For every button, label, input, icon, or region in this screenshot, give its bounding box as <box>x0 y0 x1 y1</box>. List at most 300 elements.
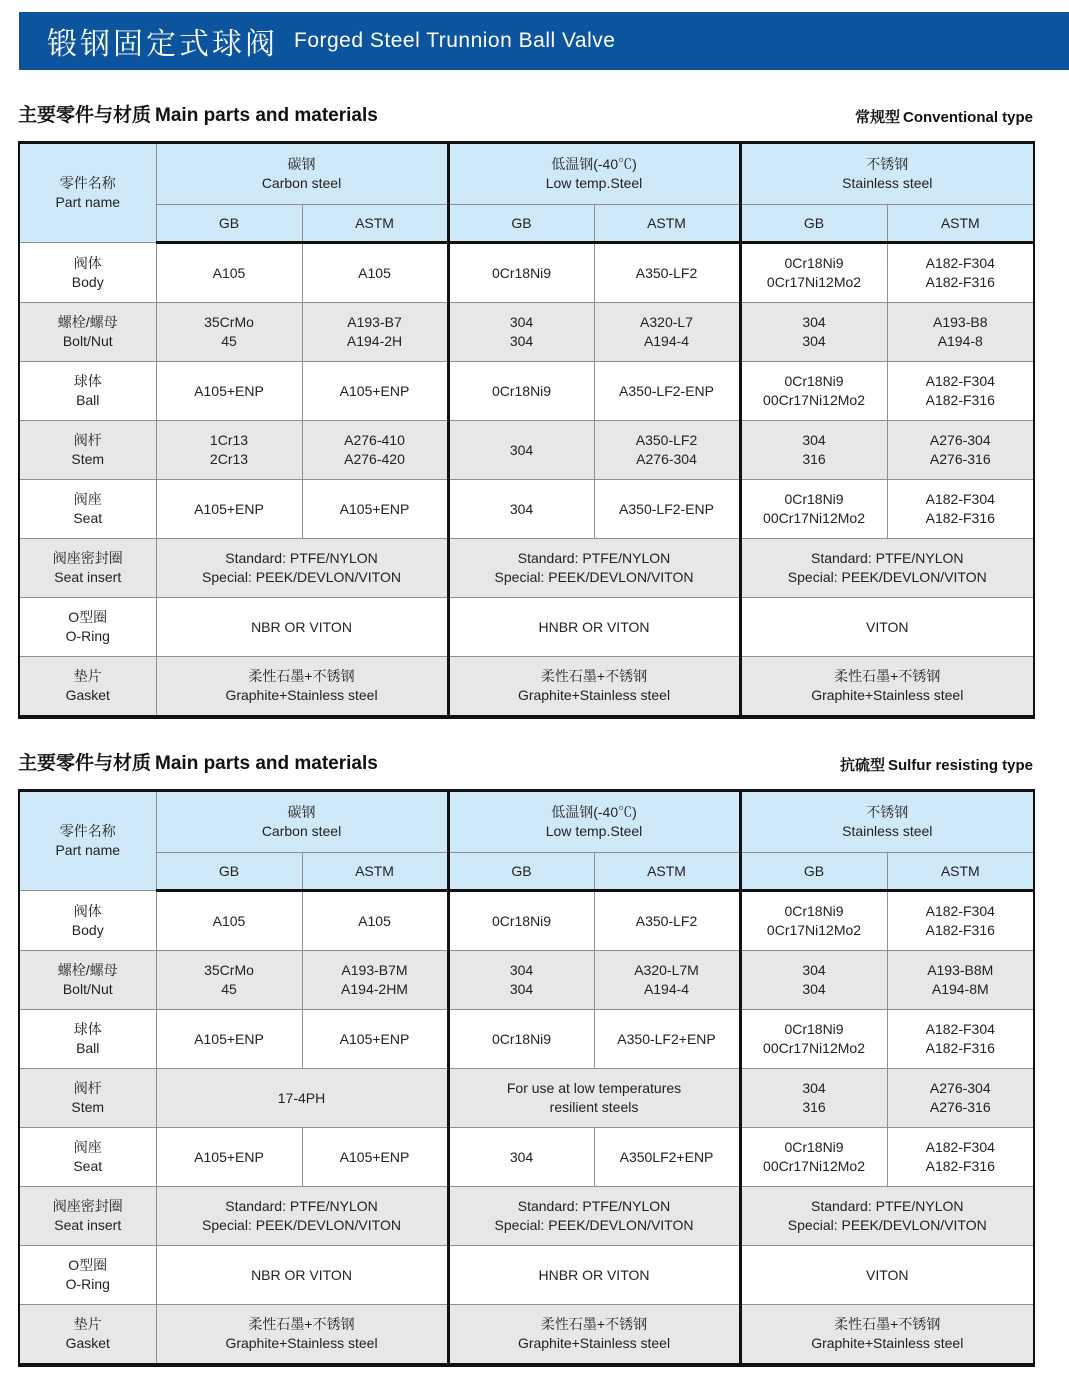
part-name-line: 阀杆 <box>73 432 102 449</box>
material-cell <box>887 362 1034 421</box>
material-value: 00Cr17Ni12Mo2 <box>763 510 865 526</box>
material-value: A276-304 <box>929 432 991 449</box>
material-value: A193-B7 <box>347 314 402 331</box>
material-group-header <box>156 143 448 205</box>
table-row <box>19 1187 1034 1246</box>
material-value: Standard: PTFE/NYLON <box>517 550 671 567</box>
material-value: HNBR OR VITON <box>538 618 650 635</box>
material-value: A276-316 <box>929 1099 991 1115</box>
material-cell <box>302 1128 448 1187</box>
material-cell <box>740 362 887 421</box>
material-cell <box>302 421 448 480</box>
material-value: 304 <box>802 981 826 997</box>
standard-header: ASTM <box>302 205 448 243</box>
standard-header: GB <box>448 853 594 891</box>
material-value: A182-F304 <box>925 491 995 508</box>
part-name-line: Seat <box>73 510 103 526</box>
material-value: A350-LF2 <box>635 264 698 281</box>
material-cell <box>156 891 302 951</box>
material-value: 柔性石墨+不锈钢 <box>540 668 648 685</box>
material-cell <box>156 303 302 362</box>
material-value: 304 <box>802 1080 826 1097</box>
material-value: 0Cr18Ni9 <box>491 264 552 281</box>
material-value: 0Cr18Ni9 <box>784 373 844 390</box>
table-row <box>19 539 1034 598</box>
table-row <box>19 303 1034 362</box>
material-cell <box>156 1010 302 1069</box>
material-value: 00Cr17Ni12Mo2 <box>763 1158 865 1174</box>
part-name-line: O-Ring <box>65 628 110 644</box>
material-value: Special: PEEK/DEVLON/VITON <box>202 1217 401 1233</box>
header-group-row <box>19 143 1034 205</box>
section-title-en: Main parts and materials <box>155 105 378 126</box>
material-value: VITON <box>866 618 909 635</box>
material-cell <box>302 243 448 303</box>
part-name-cell <box>19 891 156 951</box>
material-value: HNBR OR VITON <box>538 1266 650 1283</box>
material-cell <box>740 303 887 362</box>
material-cell <box>448 362 594 421</box>
material-value: Graphite+Stainless steel <box>811 1335 964 1351</box>
material-value: Graphite+Stainless steel <box>225 687 378 703</box>
group-header-line: 碳钢 <box>287 156 316 173</box>
material-cell <box>448 598 740 657</box>
material-value: A182-F304 <box>925 903 995 920</box>
material-cell <box>887 421 1034 480</box>
material-value: 柔性石墨+不锈钢 <box>540 1316 648 1333</box>
part-name-header-line: Part name <box>55 842 121 858</box>
table-row <box>19 891 1034 951</box>
material-value: 304 <box>802 962 826 979</box>
material-value: A193-B8M <box>927 962 994 979</box>
material-cell <box>740 480 887 539</box>
material-value: A182-F316 <box>925 392 995 408</box>
material-value: A105+ENP <box>194 1030 264 1047</box>
material-value: 0Cr18Ni9 <box>784 1021 844 1038</box>
material-value: Standard: PTFE/NYLON <box>811 550 964 567</box>
material-value: Special: PEEK/DEVLON/VITON <box>202 569 401 585</box>
material-cell <box>448 480 594 539</box>
material-value: 304 <box>802 432 826 449</box>
material-value: A194-8 <box>937 333 983 349</box>
page-title-en: Forged Steel Trunnion Ball Valve <box>294 29 616 52</box>
material-value: A105+ENP <box>339 1030 410 1047</box>
part-name-line: O-Ring <box>65 1276 110 1292</box>
standard-header: GB <box>156 853 302 891</box>
part-name-line: O型圈 <box>68 1257 108 1274</box>
material-value: Standard: PTFE/NYLON <box>517 1198 671 1215</box>
material-value: A182-F316 <box>925 274 995 290</box>
part-name-header-line: Part name <box>55 194 121 210</box>
material-cell <box>302 1010 448 1069</box>
material-cell <box>740 1128 887 1187</box>
material-value: Graphite+Stainless steel <box>517 1335 671 1351</box>
type-label-conventional <box>855 106 1033 127</box>
material-cell <box>887 243 1034 303</box>
material-value: A276-304 <box>929 1080 991 1097</box>
part-name-cell <box>19 598 156 657</box>
part-name-line: 阀座密封圈 <box>52 550 123 567</box>
table-row <box>19 243 1034 303</box>
table-row <box>19 362 1034 421</box>
material-cell <box>156 243 302 303</box>
section-title-zh: 主要零件与材质 <box>18 753 152 774</box>
material-value: 304 <box>802 333 826 349</box>
material-value: A350-LF2-ENP <box>619 382 714 399</box>
standard-header: ASTM <box>887 853 1034 891</box>
table-conventional <box>18 141 1035 719</box>
material-cell <box>448 539 740 598</box>
material-value: A105 <box>212 264 246 281</box>
table-row <box>19 1246 1034 1305</box>
material-value: 柔性石墨+不锈钢 <box>834 1316 941 1333</box>
material-value: A182-F304 <box>925 373 995 390</box>
material-value: A182-F304 <box>925 1021 995 1038</box>
part-name-header <box>19 143 156 243</box>
part-name-header-line: 零件名称 <box>59 175 116 192</box>
material-cell <box>156 1069 448 1128</box>
material-value: 柔性石墨+不锈钢 <box>834 668 941 685</box>
part-name-line: Stem <box>71 451 105 467</box>
part-name-line: 阀体 <box>73 254 102 271</box>
part-name-cell <box>19 539 156 598</box>
material-value: Standard: PTFE/NYLON <box>811 1198 964 1215</box>
material-cell <box>594 421 740 480</box>
material-value: A193-B7M <box>341 962 408 979</box>
material-value: A182-F316 <box>925 510 995 526</box>
material-value: 304 <box>509 981 534 997</box>
part-name-line: Ball <box>76 392 100 408</box>
material-value: A182-F316 <box>925 922 995 938</box>
type-label-zh: 常规型 <box>854 109 900 126</box>
material-value: 17-4PH <box>277 1089 326 1106</box>
material-value: A105 <box>358 264 391 281</box>
material-value: A276-410 <box>344 432 405 449</box>
material-cell <box>887 951 1034 1010</box>
part-name-cell <box>19 657 156 718</box>
material-value: A194-4 <box>643 333 690 349</box>
part-name-cell <box>19 1069 156 1128</box>
material-cell <box>594 1128 740 1187</box>
material-value: A182-F304 <box>925 1139 995 1156</box>
material-value: A182-F316 <box>925 1040 995 1056</box>
material-cell <box>448 657 740 718</box>
material-cell <box>302 362 448 421</box>
header-standard-row <box>19 205 1034 243</box>
part-name-line: Ball <box>76 1040 100 1056</box>
material-value: 304 <box>509 333 534 349</box>
material-cell <box>156 362 302 421</box>
material-cell <box>156 598 448 657</box>
section-header-conventional <box>18 100 1033 127</box>
table-row <box>19 1305 1034 1366</box>
material-value: 45 <box>221 981 237 997</box>
part-name-line: O型圈 <box>68 609 108 626</box>
material-value: 柔性石墨+不锈钢 <box>248 1316 355 1333</box>
material-cell <box>740 539 1034 598</box>
material-value: A194-8M <box>931 981 989 997</box>
material-value: A194-2HM <box>341 981 408 997</box>
material-cell <box>156 1246 448 1305</box>
material-value: A276-304 <box>636 451 697 467</box>
material-value: 0Cr18Ni9 <box>491 1030 552 1047</box>
part-name-cell <box>19 1128 156 1187</box>
material-cell <box>156 951 302 1010</box>
material-value: For use at low temperatures <box>506 1080 682 1097</box>
material-cell <box>740 1010 887 1069</box>
group-header-line: 低温钢(-40℃) <box>551 804 637 821</box>
part-name-line: 阀体 <box>73 902 102 919</box>
material-value: Standard: PTFE/NYLON <box>225 550 378 567</box>
material-value: 00Cr17Ni12Mo2 <box>763 1040 865 1056</box>
table-row <box>19 1010 1034 1069</box>
material-value: 304 <box>802 314 826 331</box>
material-cell <box>156 480 302 539</box>
group-header-line: Stainless steel <box>842 175 933 191</box>
material-cell <box>448 1246 740 1305</box>
type-label-en: Sulfur resisting type <box>887 757 1033 774</box>
material-cell <box>594 480 740 539</box>
part-name-line: Bolt/Nut <box>62 981 113 997</box>
material-cell <box>448 891 594 951</box>
material-cell <box>448 1187 740 1246</box>
material-cell <box>156 1187 448 1246</box>
material-cell <box>740 243 887 303</box>
material-group-header <box>448 143 740 205</box>
part-name-cell <box>19 421 156 480</box>
group-header-line: Low temp.Steel <box>545 175 643 191</box>
material-cell <box>156 539 448 598</box>
material-cell <box>740 1246 1034 1305</box>
material-value: A320-L7M <box>634 962 699 979</box>
material-value: 0Cr18Ni9 <box>784 491 844 508</box>
material-value: A105 <box>212 912 246 929</box>
material-cell <box>887 303 1034 362</box>
material-value: A105 <box>358 912 391 929</box>
material-cell <box>887 1069 1034 1128</box>
material-cell <box>594 243 740 303</box>
part-name-line: Seat insert <box>54 569 122 585</box>
group-header-line: Carbon steel <box>261 823 342 839</box>
section-title <box>18 748 378 775</box>
part-name-header <box>19 791 156 891</box>
material-cell <box>740 598 1034 657</box>
material-value: 0Cr17Ni12Mo2 <box>766 922 862 938</box>
material-value: 304 <box>509 314 534 331</box>
material-value: A193-B8 <box>933 314 988 331</box>
material-cell <box>887 1010 1034 1069</box>
part-name-cell <box>19 243 156 303</box>
material-value: 0Cr18Ni9 <box>784 255 844 272</box>
type-label-sulfur <box>840 754 1033 775</box>
material-cell <box>448 303 594 362</box>
header-standard-row <box>19 853 1034 891</box>
group-header-line: 低温钢(-40℃) <box>551 156 637 173</box>
material-cell <box>302 951 448 1010</box>
material-value: A105+ENP <box>339 500 410 517</box>
material-value: A276-316 <box>929 451 991 467</box>
standard-header: ASTM <box>887 205 1034 243</box>
table-row <box>19 951 1034 1010</box>
group-header-line: 不锈钢 <box>866 156 909 173</box>
material-value: A105+ENP <box>339 1148 410 1165</box>
part-name-line: 垫片 <box>73 668 102 685</box>
part-name-line: 阀杆 <box>73 1080 102 1097</box>
material-value: A105+ENP <box>194 1148 264 1165</box>
material-value: A350-LF2 <box>635 912 698 929</box>
part-name-line: Seat insert <box>54 1217 122 1233</box>
part-name-line: Body <box>71 921 104 938</box>
section-header-sulfur <box>18 748 1033 775</box>
material-cell <box>887 480 1034 539</box>
table-row <box>19 421 1034 480</box>
material-value: 0Cr18Ni9 <box>784 1139 844 1156</box>
standard-header: GB <box>740 205 887 243</box>
part-name-line: 球体 <box>73 373 102 390</box>
part-name-line: 球体 <box>73 1021 102 1038</box>
page-banner <box>19 12 1069 70</box>
section-title-en: Main parts and materials <box>155 753 378 774</box>
group-header-line: 碳钢 <box>287 804 316 821</box>
material-value: A320-L7 <box>640 314 693 331</box>
part-name-line: 阀座密封圈 <box>52 1198 123 1215</box>
material-cell <box>740 1305 1034 1366</box>
section-title-zh: 主要零件与材质 <box>18 105 152 126</box>
part-name-line: Bolt/Nut <box>62 333 113 349</box>
material-cell <box>740 1187 1034 1246</box>
part-name-cell <box>19 1246 156 1305</box>
material-cell <box>887 891 1034 951</box>
group-header-line: Low temp.Steel <box>545 823 643 839</box>
material-value: 1Cr13 <box>209 432 249 449</box>
material-value: 0Cr18Ni9 <box>491 912 552 929</box>
material-cell <box>302 891 448 951</box>
material-cell <box>302 303 448 362</box>
material-value: A350-LF2+ENP <box>617 1030 716 1047</box>
material-cell <box>302 480 448 539</box>
material-group-header <box>448 791 740 853</box>
material-value: A105+ENP <box>339 382 410 399</box>
material-value: Special: PEEK/DEVLON/VITON <box>787 1217 987 1233</box>
material-cell <box>156 421 302 480</box>
material-cell <box>594 303 740 362</box>
material-value: A105+ENP <box>194 382 264 399</box>
material-value: Graphite+Stainless steel <box>517 687 671 703</box>
table-row <box>19 1128 1034 1187</box>
part-name-cell <box>19 1010 156 1069</box>
material-cell <box>740 891 887 951</box>
type-label-en: Conventional type <box>902 109 1033 126</box>
part-name-line: Gasket <box>65 687 110 703</box>
material-value: Special: PEEK/DEVLON/VITON <box>494 1217 694 1233</box>
part-name-cell <box>19 303 156 362</box>
material-value: A350-LF2-ENP <box>619 500 714 517</box>
material-cell <box>448 1010 594 1069</box>
material-cell <box>740 1069 887 1128</box>
material-value: 00Cr17Ni12Mo2 <box>763 392 865 408</box>
material-value: 柔性石墨+不锈钢 <box>248 668 355 685</box>
material-cell <box>448 421 594 480</box>
part-name-line: 阀座 <box>73 1139 102 1156</box>
header-group-row <box>19 791 1034 853</box>
part-name-cell <box>19 1305 156 1366</box>
material-cell <box>594 1010 740 1069</box>
part-name-line: 阀座 <box>73 491 102 508</box>
material-value: NBR OR VITON <box>251 1266 352 1283</box>
material-cell <box>448 243 594 303</box>
standard-header: GB <box>740 853 887 891</box>
table-row <box>19 657 1034 718</box>
standard-header: GB <box>156 205 302 243</box>
material-cell <box>156 657 448 718</box>
group-header-line: Carbon steel <box>261 175 342 191</box>
material-cell <box>594 362 740 421</box>
section-title <box>18 100 378 127</box>
part-name-header-line: 零件名称 <box>59 823 116 840</box>
material-value: NBR OR VITON <box>251 618 352 635</box>
standard-header: ASTM <box>302 853 448 891</box>
material-value: Special: PEEK/DEVLON/VITON <box>494 569 694 585</box>
material-value: 2Cr13 <box>209 451 249 467</box>
material-cell <box>448 951 594 1010</box>
group-header-line: Stainless steel <box>842 823 933 839</box>
page-title-zh: 锻钢固定式球阀 <box>47 28 278 61</box>
part-name-cell <box>19 951 156 1010</box>
material-value: Special: PEEK/DEVLON/VITON <box>787 569 987 585</box>
group-header-line: 不锈钢 <box>866 804 909 821</box>
material-value: 35CrMo <box>204 314 254 331</box>
material-cell <box>156 1305 448 1366</box>
material-cell <box>740 657 1034 718</box>
material-group-header <box>740 791 1034 853</box>
part-name-cell <box>19 480 156 539</box>
part-name-line: Gasket <box>65 1335 110 1351</box>
material-cell <box>448 1128 594 1187</box>
material-group-header <box>156 791 448 853</box>
standard-header: ASTM <box>594 205 740 243</box>
material-value: Standard: PTFE/NYLON <box>225 1198 378 1215</box>
material-value: 316 <box>802 1099 826 1115</box>
material-value: 0Cr17Ni12Mo2 <box>766 274 862 290</box>
material-value: 35CrMo <box>204 962 254 979</box>
material-value: A350LF2+ENP <box>619 1148 714 1165</box>
table-row <box>19 480 1034 539</box>
table-row <box>19 1069 1034 1128</box>
material-value: 0Cr18Ni9 <box>491 382 552 399</box>
material-value: 304 <box>509 962 534 979</box>
material-cell <box>448 1305 740 1366</box>
standard-header: GB <box>448 205 594 243</box>
material-value: 45 <box>221 333 237 349</box>
part-name-line: Stem <box>71 1099 105 1115</box>
part-name-line: 垫片 <box>73 1316 102 1333</box>
material-value: 0Cr18Ni9 <box>784 903 844 920</box>
material-cell <box>594 951 740 1010</box>
material-value: A182-F304 <box>925 255 995 272</box>
material-value: A105+ENP <box>194 500 264 517</box>
table-sulfur-resisting <box>18 789 1035 1367</box>
material-cell <box>740 951 887 1010</box>
material-value: resilient steels <box>549 1099 639 1115</box>
material-value: A350-LF2 <box>635 432 698 449</box>
material-value: 316 <box>802 451 826 467</box>
material-cell <box>740 421 887 480</box>
material-value: 304 <box>509 500 534 517</box>
part-name-cell <box>19 362 156 421</box>
part-name-line: 螺栓/螺母 <box>57 314 118 331</box>
part-name-line: 螺栓/螺母 <box>57 962 118 979</box>
material-cell <box>448 1069 740 1128</box>
